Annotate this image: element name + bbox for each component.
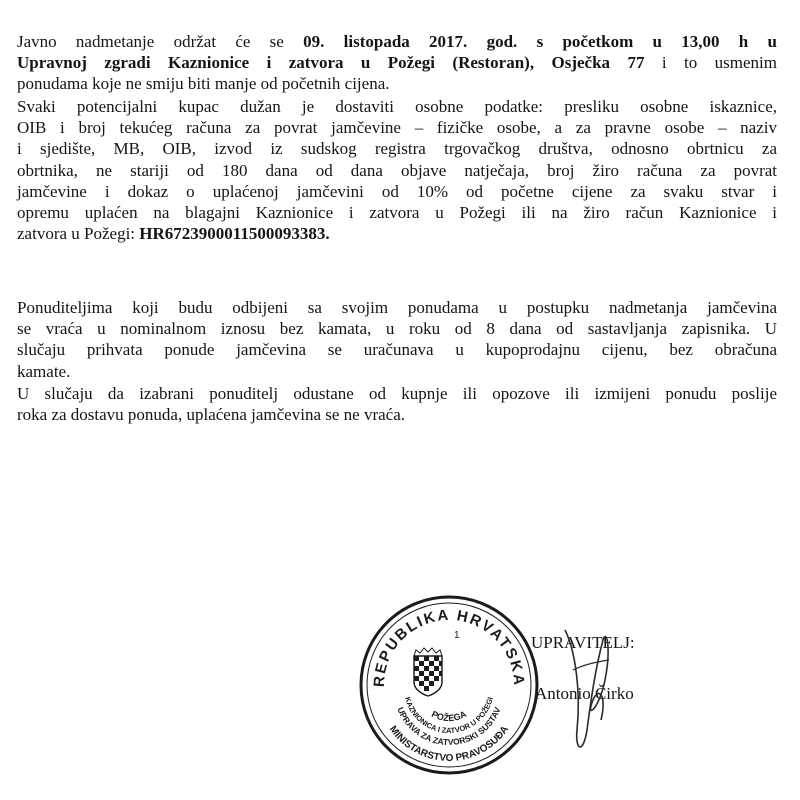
text-line: OIB i broj tekućeg računa za povrat jamčevine – fizičke osobe, a za pravne osobe – naziv (17, 118, 777, 138)
text-run: Javno nadmetanje održat će se (17, 32, 304, 51)
signatory-title: UPRAVITELJ: (531, 633, 635, 652)
text-line: slučaju prihvata ponude jamčevina se uračunava u kupoprodajnu cijenu, bez obračuna (17, 340, 777, 360)
handwritten-signature (555, 610, 615, 760)
text-line: obrtnika, ne stariji od 180 dana od dana objave natječaja, broj žiro računa za povrat (17, 160, 777, 180)
svg-text:REPUBLIKA HRVATSKA (371, 607, 528, 688)
stamp-administration: UPRAVA ZA ZATVORSKI SUSTAV (395, 705, 503, 748)
paragraph-withdrawal (17, 383, 777, 425)
text-line: kamate. (17, 361, 71, 381)
paragraph-auction-date (17, 31, 777, 95)
text-line: Ponuditeljima koji budu odbijeni sa svojim ponudama u postupku nadmetanja jamčevina (17, 298, 777, 317)
croatian-coat-of-arms-icon (414, 648, 442, 696)
text-line: Svaki potencijalni kupac dužan je dostaviti osobne podatke: presliku osobne iskaznice, (17, 97, 777, 116)
text-line (17, 52, 777, 73)
paragraph-deposit-return (17, 297, 777, 382)
stamp-outer-text: REPUBLIKA HRVATSKA (370, 606, 528, 688)
text-line: se vraća u nominalnom iznosu bez kamata, u roku od 8 dana od sastavljanja zapisnika. U (17, 319, 777, 339)
bold-date-time: 09. listopada 2017. god. s početkom u 13,00 h u (303, 32, 777, 51)
text-run: i to usmenim (644, 53, 777, 73)
text-line: opremu uplaćen na blagajni Kaznionice i zatvora u Požegi ili na žiro račun Kaznionice i (17, 203, 777, 223)
svg-text:POŽEGA (430, 709, 469, 723)
paragraph-buyer-requirements (17, 96, 777, 244)
text-line: roka za dostavu ponuda, uplaćena jamčevina se ne vraća. (17, 405, 405, 425)
official-stamp (354, 590, 544, 780)
text-line (17, 31, 777, 52)
text-line: i sjedište, MB, OIB, izvod iz sudskog registra trgovačkog društva, odnosno obrtnicu za (17, 139, 777, 159)
stamp-number: 1 (454, 630, 460, 641)
stamp-city: POŽEGA (429, 708, 469, 724)
stamp-institution: KAZNIONICA I ZATVOR U POŽEGI (403, 695, 495, 736)
bold-location: Upravnoj zgradi Kaznionice i zatvora u Požegi (Restoran), Osječka 77 (17, 53, 645, 73)
signatory-name: Antonio Čirko (535, 684, 634, 703)
text-run: zatvora u Požegi: (17, 224, 140, 244)
text-line: ponudama koje ne smiju biti manje od početnih cijena. (17, 74, 390, 94)
text-line: U slučaju da izabrani ponuditelj odustane od kupnje ili opozove ili izmijeni ponudu poslije (17, 384, 777, 403)
bold-iban: HR6723900011500093383. (139, 224, 330, 244)
stamp-ministry: MINISTARSTVO PRAVOSUĐA (386, 724, 512, 765)
text-line: jamčevine i dokaz o uplaćenoj jamčevini od 10% od početne cijene za svaku stvar i (17, 181, 777, 201)
text-line (17, 223, 777, 244)
